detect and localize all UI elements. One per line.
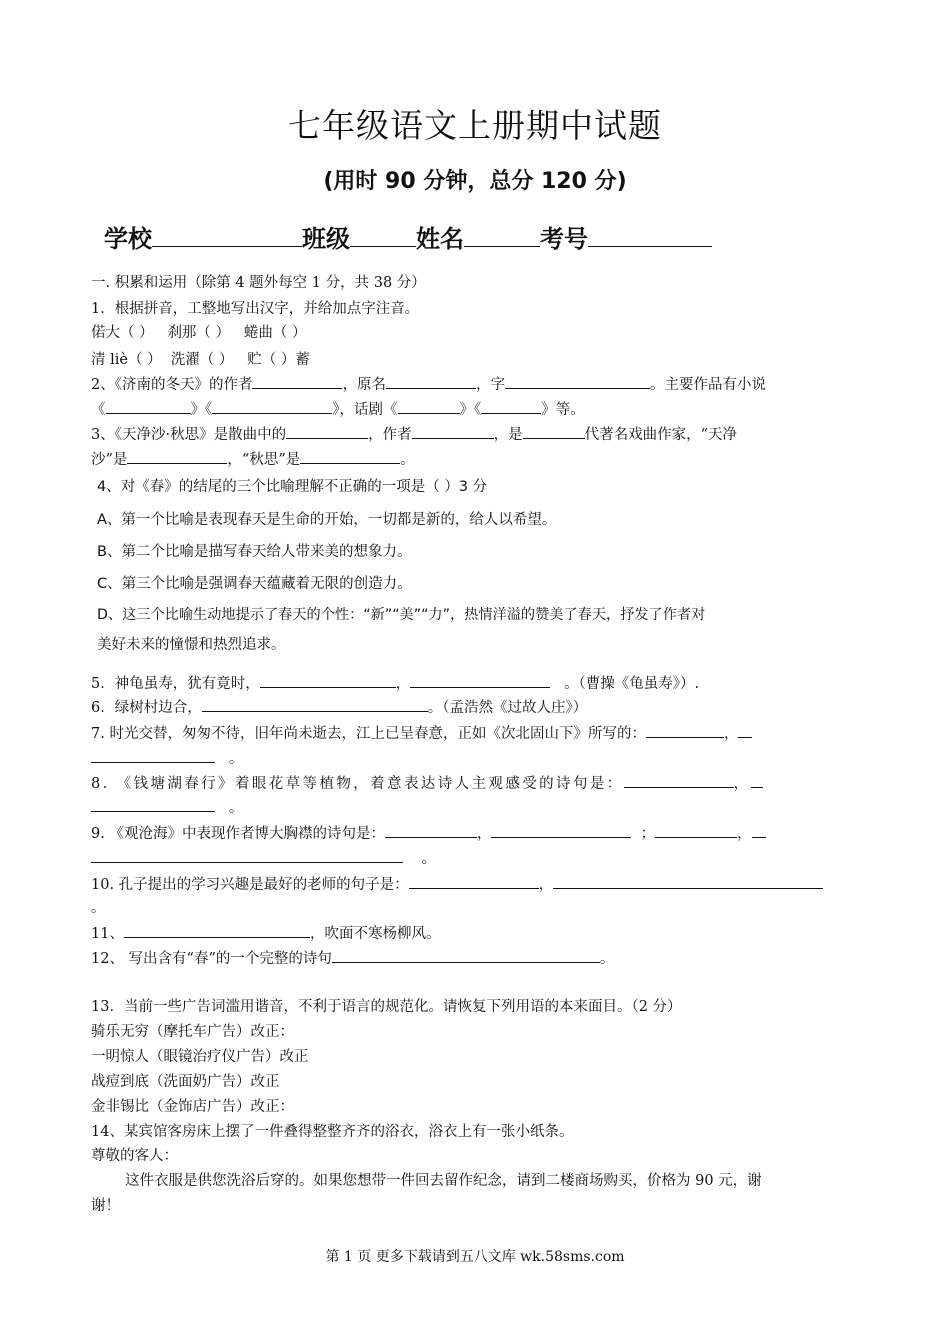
answer-blank[interactable]: [124, 923, 310, 938]
q8-text: 。: [228, 800, 244, 816]
answer-blank[interactable]: [332, 948, 600, 963]
q1-stem: 1．根据拼音，工整地写出汉字，并给加点字注音。: [91, 301, 420, 317]
q5: [91, 673, 699, 694]
answer-blank[interactable]: [655, 823, 737, 838]
q4-option-c: C、第三个比喻是强调春天蕴藏着无限的创造力。: [97, 576, 412, 592]
exam-no-blank[interactable]: [588, 224, 712, 247]
q1-item-3: 蜷曲（ ）: [243, 325, 307, 341]
q3-line-2: [91, 449, 415, 470]
q7-text: 。: [228, 751, 244, 767]
answer-blank[interactable]: [491, 823, 631, 838]
q3-text: 代著名戏曲作家，“天净: [584, 427, 738, 443]
answer-blank[interactable]: [646, 723, 724, 738]
q11: [91, 923, 440, 944]
q4-option-b: B、第二个比喻是描写春天给人带来美的想象力。: [97, 544, 412, 560]
class-label: 班级: [302, 225, 350, 253]
q1-item-5: 洗濯（ ）: [170, 352, 234, 368]
q2-text: 2、《济南的冬天》的作者: [91, 377, 253, 393]
q2-text: 》《: [459, 402, 482, 418]
answer-blank[interactable]: [260, 673, 396, 688]
answer-blank[interactable]: [252, 374, 342, 389]
page-subtitle: (用时 90 分钟，总分 120 分): [323, 169, 627, 194]
q9-text: ；: [640, 826, 656, 842]
q13-item: 战痘到底（洗面奶广告）改正: [91, 1074, 280, 1090]
q3-text: ，“秋思”是: [227, 452, 301, 468]
answer-blank[interactable]: [212, 399, 332, 414]
student-info-row: [104, 219, 712, 254]
answer-blank[interactable]: [202, 697, 428, 712]
q1-item-4: 清 liè（ ）: [91, 352, 162, 368]
q9-text: 。: [421, 851, 436, 867]
exam-no-label: 考号: [540, 225, 588, 253]
q14-stem: 14、某宾馆客房床上摆了一件叠得整整齐齐的浴衣，浴衣上有一张小纸条。: [91, 1124, 574, 1140]
q8-line-1: [91, 773, 763, 794]
q2-text: ，原名: [342, 377, 386, 393]
answer-blank[interactable]: [386, 374, 476, 389]
q10-line-2: 。: [91, 900, 106, 916]
q12-text: 12、 写出含有“春”的一个完整的诗句: [91, 951, 332, 967]
q9-line-2: [91, 848, 436, 869]
q9-text: ，: [737, 826, 752, 842]
q3-line-1: [91, 424, 737, 445]
q6-text: 6．绿树村边合，: [91, 700, 202, 716]
q7-line-1: [91, 723, 752, 744]
q3-text: ，作者: [368, 427, 412, 443]
q5-text: 。（曹操《龟虽寿》）.: [564, 676, 700, 692]
q2-text: 》《: [190, 402, 213, 418]
school-blank[interactable]: [152, 224, 302, 247]
q9-text: ，: [476, 826, 492, 842]
q13-item: 一明惊人（眼镜治疗仪广告）改正: [91, 1049, 309, 1065]
q13-item: 骑乐无穷（摩托车广告）改正：: [91, 1024, 294, 1040]
q13-item: 金非锡比（金饰店广告）改正：: [91, 1099, 294, 1115]
answer-blank[interactable]: [409, 874, 539, 889]
q11-text: 11、: [91, 926, 124, 942]
q1-row-1: [91, 323, 306, 343]
section-1-heading: 一. 积累和运用（除第 4 题外每空 1 分，共 38 分）: [91, 275, 426, 291]
q5-text: 5．神龟虽寿，犹有竟时，: [91, 676, 260, 692]
answer-blank[interactable]: [300, 449, 400, 464]
q3-text: 。: [400, 452, 415, 468]
q3-text: ，是: [493, 427, 523, 443]
q6-text: 。（孟浩然《过故人庄》）: [427, 700, 588, 716]
q8-text: ，: [733, 776, 751, 792]
q14-note-body-cont: 谢！: [91, 1198, 120, 1214]
answer-blank[interactable]: [752, 823, 766, 838]
answer-blank[interactable]: [91, 748, 215, 763]
answer-blank[interactable]: [286, 424, 368, 439]
q3-text: 3、《天净沙·秋思》是散曲中的: [91, 427, 287, 443]
q2-text: 》等。: [541, 402, 585, 418]
q7-text: ，: [723, 726, 739, 742]
answer-blank[interactable]: [398, 399, 460, 414]
q2-text: 》，话剧《: [332, 402, 398, 418]
page-footer: 第 1 页 更多下载请到五八文库 wk.58sms.com: [325, 1249, 625, 1265]
q2-text: 。主要作品有小说: [649, 377, 766, 393]
q7-text: 7. 时光交替，匆匆不待，旧年尚未逝去，江上已呈春意，正如《次北固山下》所写的：: [91, 726, 646, 742]
q2-text: ，字: [475, 377, 505, 393]
q4-option-d: D、这三个比喻生动地提示了春天的个性：“新”“美”“力”，热情洋溢的赞美了春天，抒发了作者对: [97, 607, 706, 623]
answer-blank[interactable]: [738, 723, 752, 738]
answer-blank[interactable]: [751, 773, 763, 788]
q3-text: 沙”是: [91, 452, 128, 468]
school-label: 学校: [104, 225, 152, 253]
q9-line-1: [91, 823, 766, 844]
answer-blank[interactable]: [553, 874, 823, 889]
q4-stem: 4、对《春》的结尾的三个比喻理解不正确的一项是（ ）3 分: [97, 479, 488, 495]
answer-blank[interactable]: [412, 424, 494, 439]
q13-stem: 13．当前一些广告词滥用谐音，不利于语言的规范化。请恢复下列用语的本来面目。（2 分）: [91, 999, 682, 1015]
q10-text: 10. 孔子提出的学习兴趣是最好的老师的句子是：: [91, 877, 409, 893]
answer-blank[interactable]: [624, 773, 734, 788]
name-blank[interactable]: [464, 224, 540, 247]
q1-item-6: 贮（ ）蓄: [247, 352, 310, 368]
page-title: 七年级语文上册期中试题: [288, 106, 662, 145]
answer-blank[interactable]: [410, 673, 550, 688]
q10-line-1: [91, 874, 823, 895]
answer-blank[interactable]: [481, 399, 541, 414]
q1-row-2: [91, 350, 310, 370]
q14-greeting: 尊敬的客人：: [91, 1148, 178, 1164]
q5-text: ，: [395, 676, 411, 692]
q1-item-1: 偌大（ ）: [91, 325, 154, 341]
q2-text: 《: [91, 402, 106, 418]
q11-text: ，吹面不寒杨柳风。: [309, 926, 441, 942]
answer-blank[interactable]: [385, 823, 477, 838]
q14-note-body: 这件衣服是供您洗浴后穿的。如果您想带一件回去留作纪念，请到二楼商场购买，价格为 90 元，谢: [125, 1173, 762, 1189]
answer-blank[interactable]: [505, 374, 650, 389]
q8-text: 8. 《钱塘湖春行》着眼花草等植物，着意表达诗人主观感受的诗句是：: [91, 776, 624, 792]
q2-line-2: [91, 399, 585, 420]
q12: [91, 948, 614, 969]
answer-blank[interactable]: [91, 797, 215, 812]
answer-blank[interactable]: [523, 424, 585, 439]
q10-text: ，: [538, 877, 554, 893]
q8-line-2: [91, 797, 243, 818]
answer-blank[interactable]: [127, 449, 227, 464]
q7-line-2: [91, 748, 243, 769]
answer-blank[interactable]: [106, 399, 191, 414]
class-blank[interactable]: [350, 224, 416, 247]
q9-text: 9. 《观沧海》中表现作者博大胸襟的诗句是：: [91, 826, 385, 842]
q6: [91, 697, 587, 718]
q12-text: 。: [599, 951, 615, 967]
q2-line-1: [91, 374, 766, 395]
q1-item-2: 刹那（ ）: [167, 325, 231, 341]
answer-blank[interactable]: [91, 848, 403, 863]
q4-option-a: A、第一个比喻是表现春天是生命的开始，一切都是新的，给人以希望。: [97, 512, 557, 528]
name-label: 姓名: [416, 225, 464, 253]
q4-option-d-cont: 美好未来的憧憬和热烈追求。: [97, 637, 286, 653]
